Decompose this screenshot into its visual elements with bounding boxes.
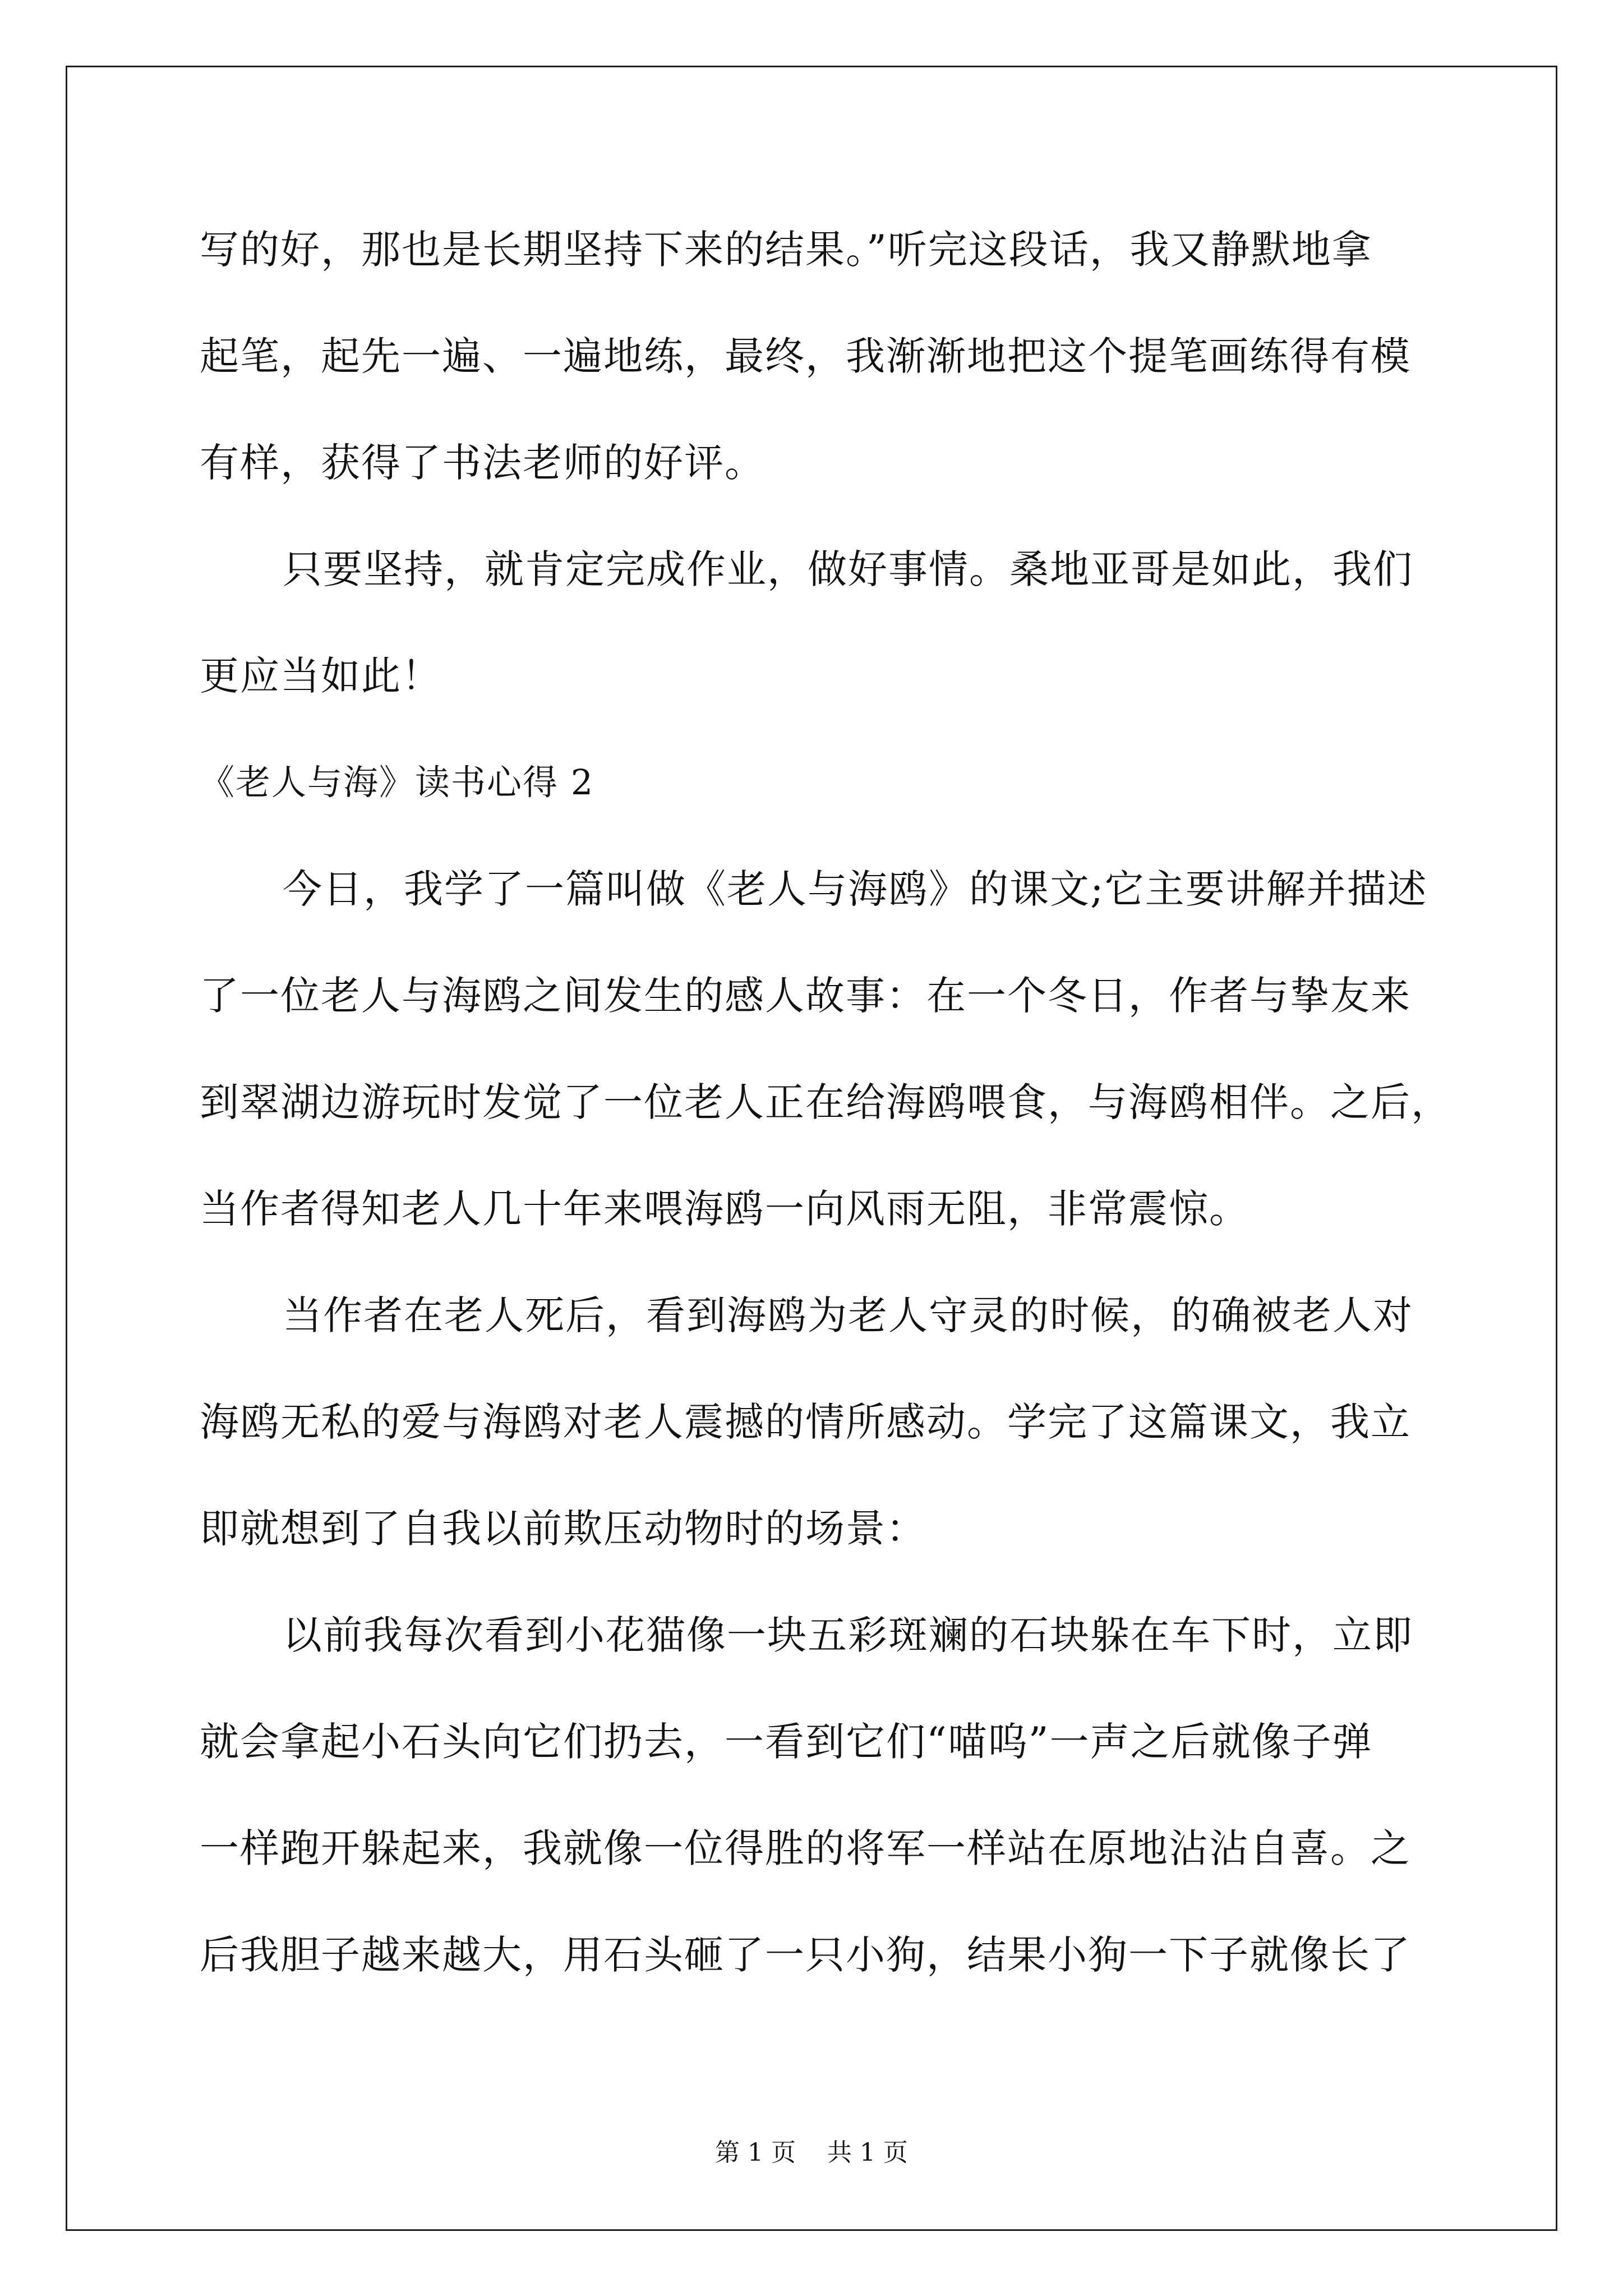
document-body xyxy=(200,196,1451,2008)
text-line-11: 当作者在老人死后，看到海鸥为老人守灵的时候，的确被老人对 xyxy=(283,1292,1413,1338)
section-heading: 《老人与海》读书心得 2 xyxy=(200,762,594,803)
text-line-7: 今日，我学了一篇叫做《老人与海鸥》的课文;它主要讲解并描述 xyxy=(283,866,1428,912)
text-line-17: 后我胆子越来越大，用石头砸了一只小狗，结果小狗一下子就像长了 xyxy=(200,1932,1411,1978)
text-line-16: 一样跑开躲起来，我就像一位得胜的将军一样站在原地沾沾自喜。之 xyxy=(200,1825,1411,1871)
text-line-10: 当作者得知老人几十年来喂海鸥一向风雨无阻，非常震惊。 xyxy=(200,1186,1249,1232)
page-footer: 第 1 页 共 1 页 xyxy=(715,2138,908,2167)
text-line-14: 以前我每次看到小花猫像一块五彩斑斓的石块躲在车下时，立即 xyxy=(283,1612,1413,1658)
text-line-13: 即就想到了自我以前欺压动物时的场景： xyxy=(200,1506,926,1552)
text-line-8: 了一位老人与海鸥之间发生的感人故事：在一个冬日，作者与挚友来 xyxy=(200,973,1411,1019)
text-line-9: 到翠湖边游玩时发觉了一位老人正在给海鸥喂食，与海鸥相伴。之后， xyxy=(200,1079,1451,1125)
text-line-15: 就会拿起小石头向它们扔去，一看到它们“喵呜”一声之后就像子弹 xyxy=(200,1719,1373,1765)
text-line-4: 只要坚持，就肯定完成作业，做好事情。桑地亚哥是如此，我们 xyxy=(283,546,1413,592)
text-line-12: 海鸥无私的爱与海鸥对老人震撼的情所感动。学完了这篇课文，我立 xyxy=(200,1399,1411,1445)
text-line-1: 写的好，那也是长期坚持下来的结果。”听完这段话，我又静默地拿 xyxy=(200,227,1372,273)
text-line-5: 更应当如此！ xyxy=(200,653,442,699)
text-line-3: 有样，获得了书法老师的好评。 xyxy=(200,440,765,486)
text-line-2: 起笔，起先一遍、一遍地练，最终，我渐渐地把这个提笔画练得有模 xyxy=(200,333,1411,379)
